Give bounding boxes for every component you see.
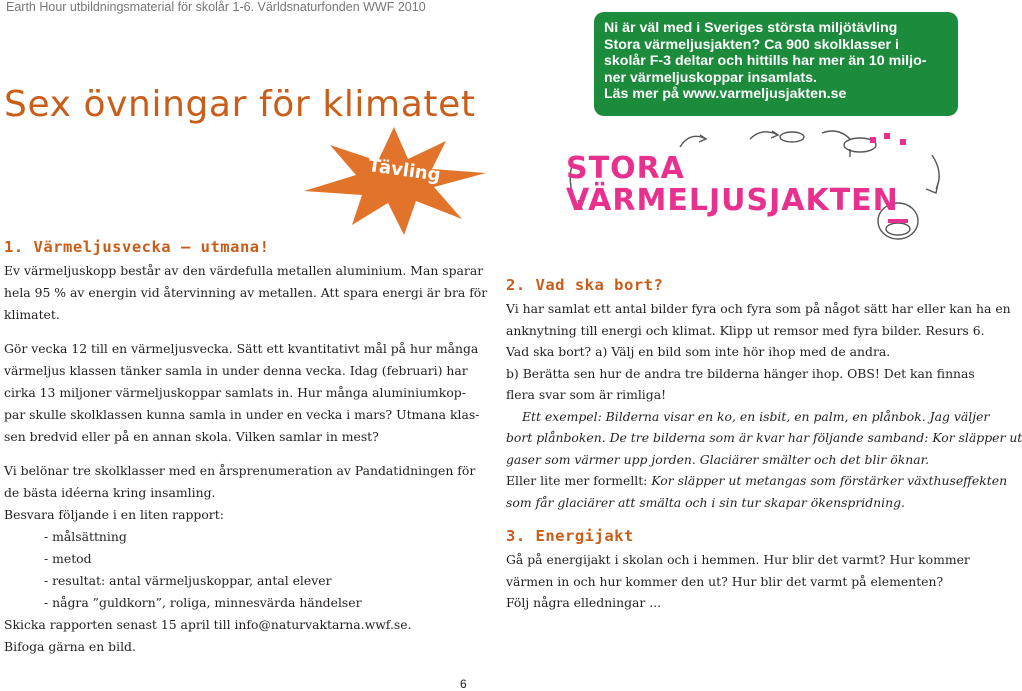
formal-prefix: Eller lite mer formellt: xyxy=(506,473,652,488)
section-2-text: anknytning till energi och klimat. Klipp ut remsor med fyra bilder. Resurs 6. xyxy=(506,322,985,338)
section-1-heading: 1. Värmeljusvecka – utmana! xyxy=(4,238,270,256)
info-line: Ni är väl med i Sveriges största miljötävling xyxy=(604,20,898,36)
section-2-text: Vi har samlat ett antal bilder fyra och fyra som på något sätt har eller kan ha en xyxy=(506,301,1011,316)
report-item: - några ”guldkorn”, roliga, minnesvärda händelser xyxy=(44,595,362,610)
section-1-text: Gör vecka 12 till en värmeljusvecka. Sätt ett kvantitativt mål på hur många xyxy=(4,341,479,356)
logo-line-1: STORA xyxy=(566,151,685,186)
section-1-text: par skulle skolklassen kunna samla in under en vecka i mars? Utmana klas- xyxy=(4,407,480,422)
info-link-line[interactable]: Läs mer på www.varmeljusjakten.se xyxy=(604,86,847,102)
page-number: 6 xyxy=(460,677,467,691)
report-item: - metod xyxy=(44,551,92,566)
section-1-text: de bästa idéerna kring insamling. xyxy=(4,485,216,500)
page-title: Sex övningar för klimatet xyxy=(4,84,476,125)
section-2-text: b) Berätta sen hur de andra tre bilderna hänger ihop. OBS! Det kan finnas xyxy=(506,365,975,381)
example-text: Ett exempel: Bilderna visar en ko, en isbit, en palm, en plånbok. Jag väljer xyxy=(522,408,990,424)
section-1-text: Skicka rapporten senast 15 april till info@naturvaktarna.wwf.se. xyxy=(4,617,412,632)
example-text: bort plånboken. De tre bilderna som är kvar har följande samband: Kor släpper ut xyxy=(506,430,1022,445)
report-item: - målsättning xyxy=(44,529,127,544)
starburst-icon xyxy=(296,125,492,237)
section-3-text: Följ några elledningar ... xyxy=(506,595,662,610)
formal-italic: Kor släpper ut metangas som förstärker växthuseffekten xyxy=(651,473,1008,488)
section-3-text: Gå på energijakt i skolan och i hemmen. Hur blir det varmt? Hur kommer xyxy=(506,552,970,567)
section-1-text: värmeljus klassen tänker samla in under denna vecka. Idag (februari) har xyxy=(4,363,468,378)
section-3-text: värmen in och hur kommer den ut? Hur blir det varmt på elementen? xyxy=(506,573,944,589)
formal-text xyxy=(506,470,1022,492)
example-text: gaser som värmer upp jorden. Glaciärer smälter och det blir öknar. xyxy=(506,451,930,467)
info-line: ner värmeljuskoppar insamlats. xyxy=(604,69,817,86)
section-2-heading: 2. Vad ska bort? xyxy=(506,276,664,294)
section-1-text: Ev värmeljuskopp består av den värdefulla metallen aluminium. Man sparar xyxy=(4,263,484,278)
report-item: - resultat: antal värmeljuskoppar, antal elever xyxy=(44,573,332,588)
section-2-text: Vad ska bort? a) Välj en bild som inte hör ihop med de andra. xyxy=(506,344,891,359)
info-line: Stora värmeljusjakten? Ca 900 skolklasser i xyxy=(604,36,899,53)
stora-varmeljusjakten-logo xyxy=(560,125,958,245)
section-3 xyxy=(506,527,970,614)
section-1 xyxy=(4,238,487,658)
logo-line-2: VÄRMELJUSJAKTEN xyxy=(566,183,899,218)
formal-rest: som får glaciärer att smälta och i sin tur skapar ökenspridning. xyxy=(506,494,905,510)
section-1-text: klimatet. xyxy=(4,307,60,322)
section-1-text: sen bredvid eller på en annan skola. Vilken samlar in mest? xyxy=(4,429,379,444)
section-2-text: flera svar som är rimliga! xyxy=(506,387,667,402)
report-intro: Besvara följande i en liten rapport: xyxy=(4,507,224,522)
info-line: skolår F-3 deltar och hittills har mer än 10 miljo- xyxy=(604,53,927,69)
section-1-text: hela 95 % av energin vid återvinning av metallen. Att spara energi är bra för xyxy=(4,285,488,300)
section-1-text: cirka 13 miljoner värmeljuskoppar samlats in. Hur många aluminiumkop- xyxy=(4,385,466,400)
competition-badge: Tävling xyxy=(366,155,442,186)
info-box xyxy=(594,12,958,116)
section-1-text: Vi belönar tre skolklasser med en årsprenumeration av Pandatidningen för xyxy=(4,463,476,478)
header-note: Earth Hour utbildningsmaterial för skolår 1-6. Världsnaturfonden WWF 2010 xyxy=(6,0,426,14)
section-2 xyxy=(506,276,1022,513)
section-3-heading: 3. Energijakt xyxy=(506,527,634,545)
section-1-text: Bifoga gärna en bild. xyxy=(4,639,136,654)
